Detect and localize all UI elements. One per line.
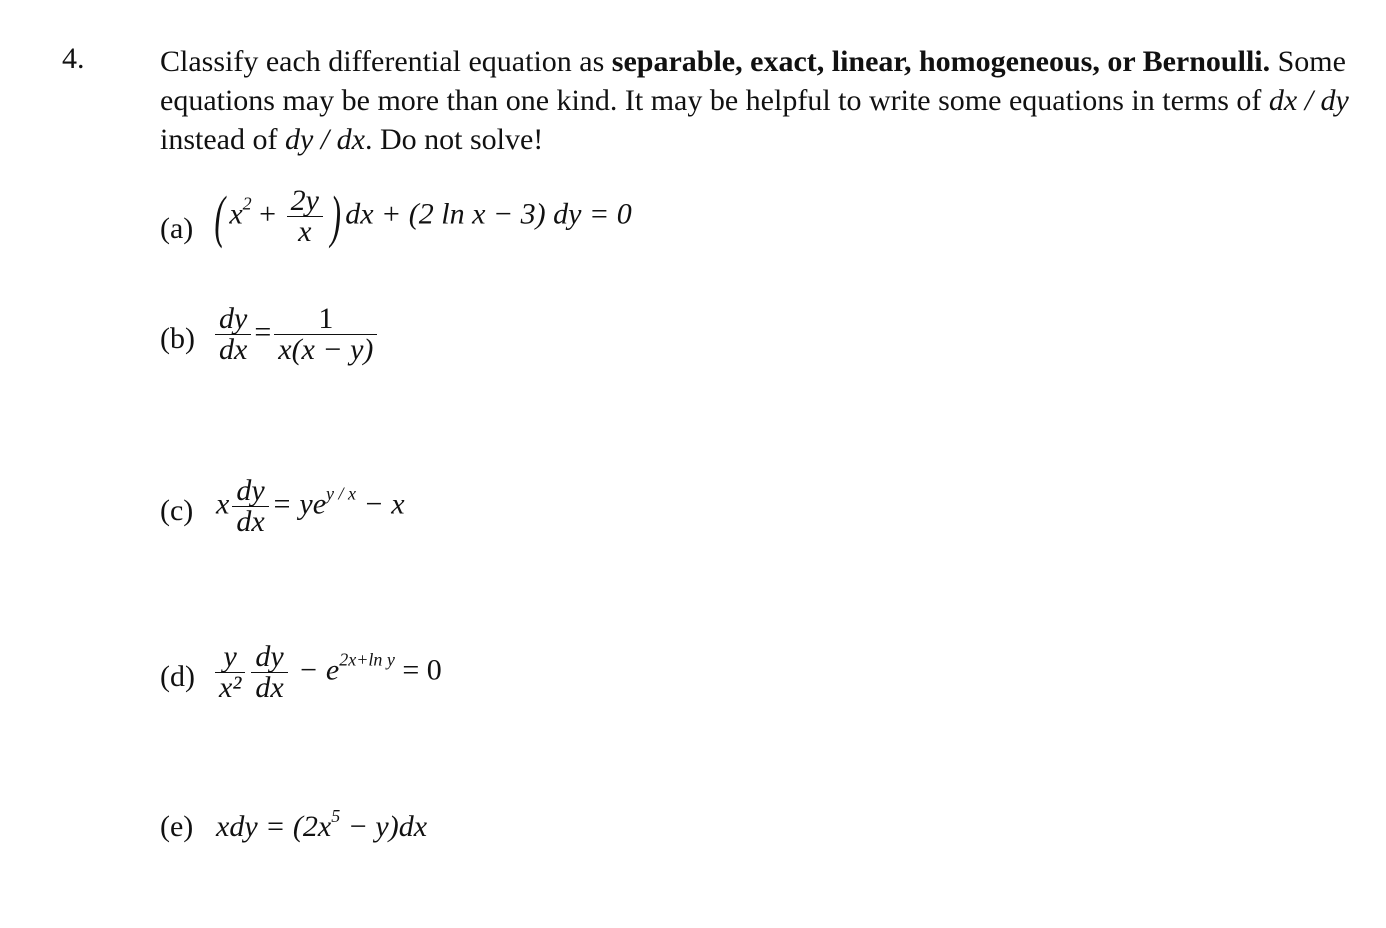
problem-number: 4. <box>62 42 85 75</box>
part-c-equation <box>216 476 405 537</box>
numerator: dy <box>251 642 287 673</box>
fraction-dy-dx <box>232 476 268 537</box>
equals-sign: = <box>254 315 272 349</box>
exp-term: − e <box>290 653 340 687</box>
numerator: dy <box>215 304 251 335</box>
instructions-bold-types: separable, exact, linear, homogeneous, or Bernoulli. <box>611 45 1271 78</box>
numerator: dy <box>232 476 268 507</box>
part-b-label: (b) <box>160 322 195 355</box>
fraction-dy-dx <box>215 304 251 365</box>
instructions-math-dxdy: dx / dy <box>1268 84 1349 117</box>
denominator: dx <box>219 333 248 366</box>
fraction-2y-over-x <box>287 186 323 247</box>
part-e-label: (e) <box>160 810 194 843</box>
instructions-text-3: instead of <box>160 123 285 156</box>
open-paren: ( <box>214 183 225 249</box>
denominator: x <box>298 215 312 248</box>
part-d-equation <box>212 642 442 703</box>
part-d-label: (d) <box>160 660 195 693</box>
lhs-term: xdy = (2x <box>216 810 332 843</box>
fraction-rhs <box>274 304 377 365</box>
instructions-math-dydx: dy / dx <box>284 123 365 156</box>
denominator: x² <box>219 671 242 704</box>
fraction-dy-dx <box>251 642 287 703</box>
rhs-term: = ye <box>271 487 327 521</box>
part-b-equation <box>212 304 380 365</box>
denominator: dx <box>255 671 284 704</box>
denominator: dx <box>236 505 265 538</box>
part-a-label: (a) <box>160 212 194 245</box>
fraction-y-over-x2 <box>215 642 245 703</box>
exponent: 2 <box>242 193 252 214</box>
numerator: y <box>215 642 245 673</box>
numerator: 2y <box>287 186 323 217</box>
plus-sign: + <box>251 197 284 231</box>
instructions-text-1: Classify each differential equation as <box>160 45 612 78</box>
tail-term: = 0 <box>394 653 442 687</box>
equation-rest: dx + (2 ln x − 3) dy = 0 <box>345 197 632 231</box>
numerator: 1 <box>274 304 377 335</box>
close-paren: ) <box>330 183 341 249</box>
tail-term: − x <box>356 487 405 521</box>
exponent: 2x+ln y <box>339 649 395 670</box>
instructions-text-4: . Do not solve! <box>364 123 544 156</box>
tail-term: − y)dx <box>340 810 428 843</box>
instructions-text-2: Some equations may be more than one kind. It may be helpful to write some equations in terms of <box>160 45 1346 117</box>
x-coefficient: x <box>216 487 230 521</box>
denominator: x(x − y) <box>278 333 374 366</box>
exponent: 5 <box>331 806 341 826</box>
exponent: y / x <box>326 483 357 504</box>
part-a-equation <box>210 183 632 249</box>
part-e-equation <box>216 806 428 844</box>
x-term: x <box>229 197 243 231</box>
problem-instructions <box>160 42 1360 159</box>
part-c-label: (c) <box>160 494 194 527</box>
